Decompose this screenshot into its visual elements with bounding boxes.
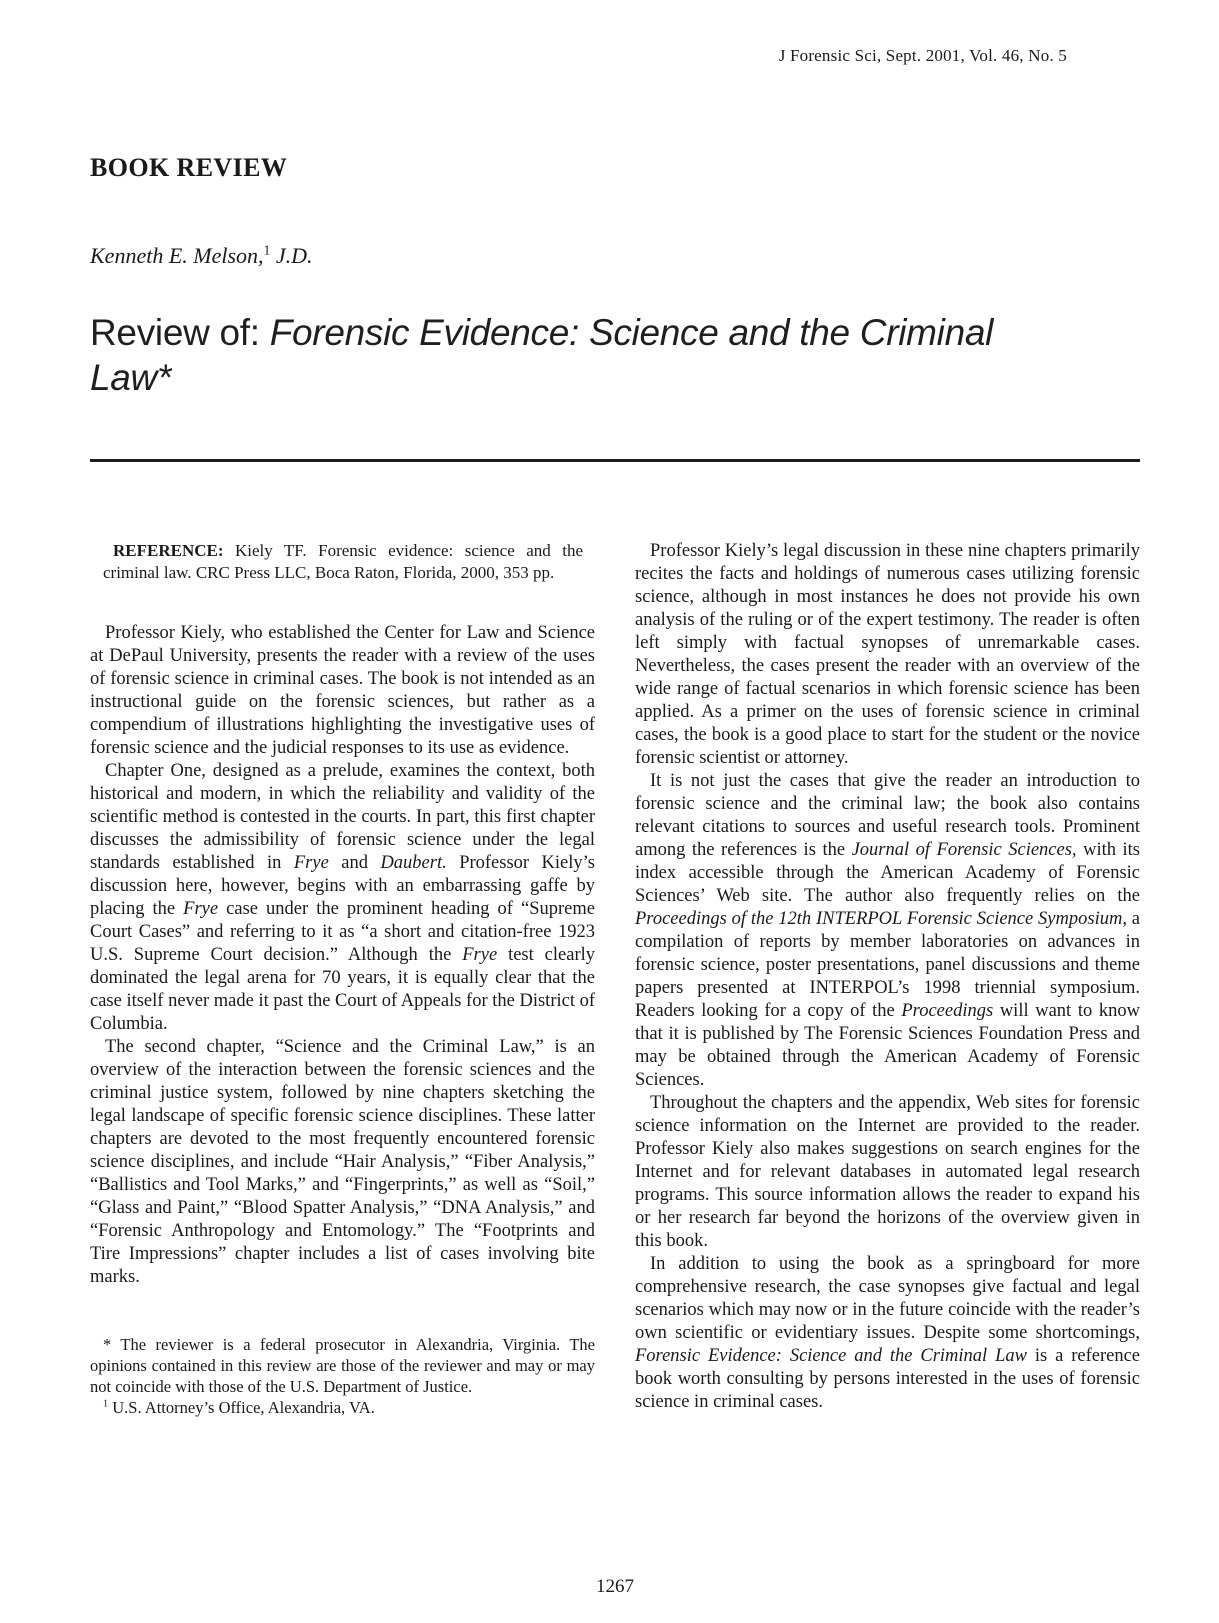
two-column-body xyxy=(90,540,1140,1418)
divider-rule xyxy=(90,459,1140,462)
body-paragraph: Professor Kiely’s legal discussion in these nine chapters primarily recites the facts and holdings of numerous cases utilizing forensic science, although in most instances he does not provide his own analysis of the ruling or of the expert testimony. The reader is often left simply with factual synopses of unremarkable cases. Nevertheless, the cases present the reader with an overview of the wide range of factual scenarios in which forensic science has been applied. As a primer on the uses of forensic science in criminal cases, the book is a good place to start for the student or the novice forensic scientist or attorney. xyxy=(635,541,1140,768)
reference-block: REFERENCE: Kiely TF. Forensic evidence: science and the criminal law. CRC Press LLC, Boca Raton, Florida, 2000, 353 pp. xyxy=(103,541,583,582)
page-number: 1267 xyxy=(596,1576,634,1597)
body-paragraph: Professor Kiely, who established the Center for Law and Science at DePaul University, presents the reader with a review of the uses of forensic science in criminal cases. The book is not intended as an instructional guide on the forensic sciences, but rather as a compendium of illustrations highlighting the investigative uses of forensic science and the judicial responses to its use as evidence. xyxy=(90,623,595,758)
body-paragraph: The second chapter, “Science and the Criminal Law,” is an overview of the interaction between the forensic sciences and the criminal justice system, followed by nine chapters sketching the legal landscape of specific forensic science disciplines. These latter chapters are devoted to the most frequently encountered forensic science disciplines, and include “Hair Analysis,” “Fiber Analysis,” “Ballistics and Tool Marks,” and “Fingerprints,” as well as “Soil,” “Glass and Paint,” “Blood Spatter Analysis,” “DNA Analysis,” and “Forensic Anthropology and Entomology.” The “Footprints and Tire Impressions” chapter includes a list of cases involving bite marks. xyxy=(90,1037,595,1287)
article-title: Review of: Forensic Evidence: Science and the Criminal Law* xyxy=(90,312,994,398)
body-paragraph: Throughout the chapters and the appendix, Web sites for forensic science information on the Internet are provided to the reader. Professor Kiely also makes suggestions on search engines for the Internet and for relevant databases in automated legal research programs. This source information allows the reader to expand his or her research far beyond the horizons of the overview given in this book. xyxy=(635,1093,1140,1251)
section-label: BOOK REVIEW xyxy=(90,153,288,182)
body-paragraph: It is not just the cases that give the reader an introduction to forensic science and the criminal law; the book also contains relevant citations to sources and useful research tools. Prominent among the references is the Journal of Forensic Sciences, with its index accessible through the American Academy of Forensic Sciences’ Web site. The author also frequently relies on the Proceedings of the 12th INTERPOL Forensic Science Symposium, a compilation of reports by member laboratories on advances in forensic science, poster presentations, panel discussions and theme papers presented at INTERPOL’s 1998 triennial symposium. Readers looking for a copy of the Proceedings will want to know that it is published by The Forensic Sciences Foundation Press and may be obtained through the American Academy of Forensic Sciences. xyxy=(635,771,1140,1090)
affiliation-footnote: $^1$ U.S. Attorney’s Office, Alexandria, VA. xyxy=(103,1398,375,1417)
reviewer-footnote: * The reviewer is a federal prosecutor in Alexandria, Virginia. The opinions contained in this review are those of the reviewer and may or may not coincide with those of the U.S. Department of Justice. xyxy=(90,1335,595,1396)
journal-running-head: J Forensic Sci, Sept. 2001, Vol. 46, No. 5 xyxy=(778,46,1067,65)
right-column xyxy=(635,540,1140,1418)
author-line: Kenneth E. Melson,$^1$ J.D. xyxy=(90,242,313,268)
footnotes-block xyxy=(90,1334,595,1418)
body-paragraph: In addition to using the book as a springboard for more comprehensive research, the case synopses give factual and legal scenarios which may now or in the future coincide with the reader’s own scientific or evidentiary issues. Despite some shortcomings, Forensic Evidence: Science and the Criminal Law is a reference book worth consulting by persons interested in the uses of forensic science in criminal cases. xyxy=(635,1254,1140,1412)
left-column xyxy=(90,540,595,1418)
body-paragraph: Chapter One, designed as a prelude, examines the context, both historical and modern, in which the reliability and validity of the scientific method is contested in the courts. In part, this first chapter discusses the admissibility of forensic science under the legal standards established in Frye and Daubert. Professor Kiely’s discussion here, however, begins with an embarrassing gaffe by placing the Frye case under the prominent heading of “Supreme Court Cases” and referring to it as “a short and citation-free 1923 U.S. Supreme Court decision.” Although the Frye test clearly dominated the legal arena for 70 years, it is equally clear that the case itself never made it past the Court of Appeals for the District of Columbia. xyxy=(90,761,596,1034)
